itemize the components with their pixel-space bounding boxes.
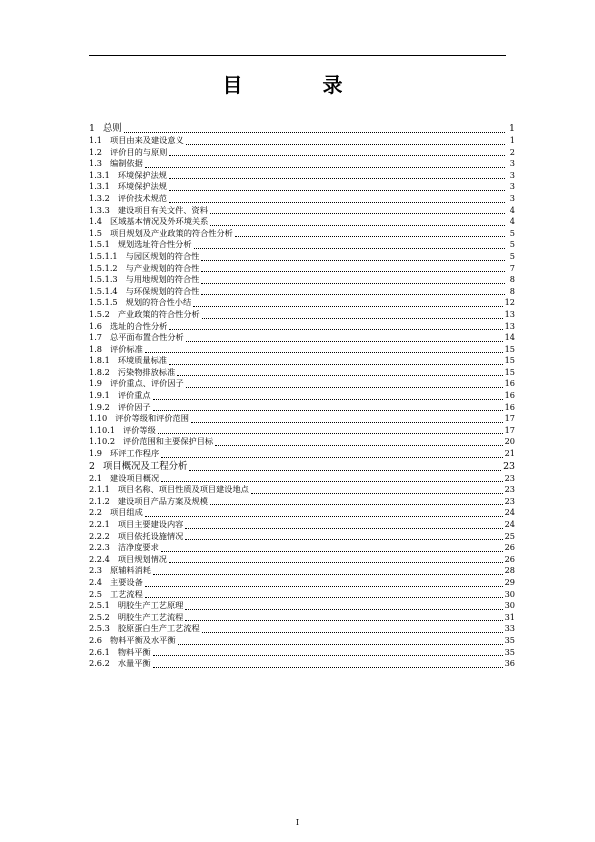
toc-entry-page: 20 [504, 436, 515, 447]
toc-entry-title: 建设项目产品方案及规模 [117, 495, 208, 506]
toc-entry-title: 环境保护法规 [117, 181, 167, 192]
toc-entry-page: 30 [504, 588, 515, 599]
toc-entry[interactable] [89, 158, 515, 170]
toc-dot-leader [201, 283, 505, 284]
toc-entry[interactable] [89, 147, 515, 159]
toc-entry-title: 产业政策的符合性分析 [117, 308, 200, 319]
toc-entry-page: 23 [503, 460, 515, 472]
toc-dot-leader [210, 504, 503, 505]
toc-entry[interactable] [89, 263, 515, 275]
toc-entry-number: 1.8.2 [89, 366, 110, 377]
toc-entry-number: 1.1 [89, 135, 103, 145]
toc-entry-number: 1.5.1.4 [89, 285, 118, 296]
toc-entry-number: 2.5.1 [89, 600, 110, 611]
toc-entry-title: 污染物排放标准 [117, 366, 176, 377]
toc-entry[interactable] [89, 321, 515, 333]
toc-entry-number: 1.6 [89, 320, 103, 331]
toc-entry[interactable] [89, 367, 515, 379]
toc-dot-leader [169, 562, 503, 563]
toc-entry-title: 与园区规划的符合性 [125, 250, 200, 261]
toc-entry-number: 1.10 [89, 413, 108, 424]
toc-entry-title: 项目名称、项目性质及项目建设地点 [117, 484, 249, 495]
toc-entry[interactable] [89, 425, 515, 437]
toc-entry[interactable] [89, 181, 515, 193]
toc-entry[interactable] [89, 554, 515, 566]
header-rule [89, 55, 506, 56]
toc-entry-page: 5 [509, 239, 515, 250]
toc-dot-leader [169, 364, 503, 365]
toc-entry-number: 2.1.1 [89, 484, 110, 495]
toc-dot-leader [169, 329, 502, 330]
toc-entry-number: 1.8.1 [89, 355, 110, 366]
toc-entry-title: 规划选址符合性分析 [117, 239, 192, 250]
toc-entry-page: 25 [504, 530, 515, 541]
toc-entry[interactable] [89, 484, 515, 496]
toc-entry[interactable] [89, 193, 515, 205]
toc-entry-page: 15 [504, 343, 515, 354]
toc-dot-leader [161, 551, 503, 552]
toc-entry-title: 项目主要建设内容 [117, 519, 184, 529]
toc-entry-page: 7 [509, 262, 515, 273]
toc-entry-page: 35 [504, 646, 515, 657]
toc-entry-number: 2.5.3 [89, 623, 110, 634]
toc-entry-title: 与用地规划的符合性 [125, 274, 200, 285]
toc-entry-page: 16 [504, 378, 515, 389]
toc-entry-number: 1.5.1.1 [89, 250, 118, 261]
toc-entry[interactable] [89, 216, 515, 228]
toc-entry-title: 洁净度要求 [117, 542, 159, 553]
toc-entry-page: 26 [504, 542, 515, 553]
toc-dot-leader [235, 236, 505, 237]
toc-entry-page: 5 [509, 227, 515, 238]
toc-entry-title: 环境质量标准 [117, 355, 167, 366]
toc-entry-page: 16 [504, 401, 515, 412]
toc-dot-leader [201, 260, 505, 261]
toc-dot-leader [201, 294, 505, 295]
toc-entry-title: 项目依托设施情况 [117, 530, 184, 541]
toc-entry-page: 2 [509, 146, 515, 157]
toc-entry-number: 2.6 [89, 634, 103, 645]
toc-entry[interactable] [89, 565, 515, 577]
toc-entry-title: 物料平衡 [117, 646, 151, 657]
toc-dot-leader [210, 213, 505, 214]
toc-entry-title: 明胶生产工艺原理 [117, 600, 184, 611]
toc-entry-number: 2.5 [89, 588, 103, 599]
toc-entry-number: 2 [89, 460, 95, 472]
toc-entry[interactable] [89, 332, 515, 344]
toc-entry-title: 环境保护法规 [117, 169, 167, 180]
toc-entry[interactable] [89, 577, 515, 589]
toc-dot-leader [186, 341, 503, 342]
toc-entry-page: 31 [504, 611, 515, 622]
toc-entry-title: 规划的符合性小结 [125, 297, 192, 308]
toc-entry[interactable] [89, 542, 515, 554]
toc-entry-page: 21 [504, 448, 515, 459]
toc-entry[interactable] [89, 413, 515, 425]
toc-dot-leader [161, 457, 502, 458]
toc-dot-leader [153, 667, 503, 668]
toc-entry-number: 1.3 [89, 158, 103, 169]
toc-entry-page: 36 [504, 658, 515, 669]
toc-entry-page: 23 [504, 495, 515, 506]
toc-entry[interactable] [89, 507, 515, 519]
toc-entry[interactable] [89, 612, 515, 624]
toc-entry-number: 1.5.1.3 [89, 274, 118, 285]
toc-dot-leader [185, 609, 502, 610]
toc-entry-page: 24 [504, 519, 515, 529]
toc-dot-leader [145, 352, 503, 353]
toc-entry-number: 1.10.2 [89, 436, 116, 447]
toc-dot-leader [145, 167, 505, 168]
toc-entry-page: 1 [509, 123, 515, 134]
toc-dot-leader [191, 422, 503, 423]
toc-entry[interactable] [89, 228, 515, 240]
toc-entry-page: 28 [504, 565, 515, 576]
toc-dot-leader [153, 655, 503, 656]
toc-entry-page: 4 [509, 204, 515, 215]
toc-entry-page: 4 [509, 216, 515, 227]
toc-dot-leader [202, 632, 503, 633]
toc-entry-title: 主要设备 [110, 576, 143, 587]
toc-entry-page: 5 [509, 250, 515, 261]
toc-entry[interactable] [89, 344, 515, 356]
toc-entry[interactable] [89, 378, 515, 390]
toc-entry-number: 1.7 [89, 332, 103, 343]
toc-entry-page: 17 [504, 424, 515, 435]
toc-entry[interactable] [89, 436, 515, 448]
toc-entry[interactable] [89, 600, 515, 612]
toc-entry[interactable] [89, 286, 515, 298]
toc-entry-number: 2.2.2 [89, 530, 110, 541]
toc-entry[interactable] [89, 635, 515, 647]
toc-entry-number: 1.10.1 [89, 424, 116, 435]
table-of-contents [89, 122, 515, 670]
toc-dot-leader [186, 144, 505, 145]
toc-dot-leader [186, 387, 503, 388]
toc-entry-number: 1.5.1.2 [89, 262, 118, 273]
toc-entry-page: 13 [504, 320, 515, 331]
toc-entry-number: 1.9 [89, 448, 103, 459]
toc-dot-leader [145, 516, 503, 517]
toc-entry-page: 16 [504, 390, 515, 401]
toc-entry-page: 13 [504, 308, 515, 319]
toc-entry-title: 明胶生产工艺流程 [117, 611, 184, 622]
toc-entry-title: 总平面布置合性分析 [110, 332, 184, 343]
toc-dot-leader [185, 539, 502, 540]
toc-entry-page: 3 [509, 181, 515, 192]
toc-entry-number: 1.3.2 [89, 192, 110, 203]
toc-dot-leader [145, 597, 503, 598]
toc-entry-page: 8 [509, 274, 515, 285]
toc-entry-title: 与产业规划的符合性 [125, 262, 200, 273]
toc-entry-title: 评价目的与原则 [110, 146, 168, 157]
toc-entry[interactable] [89, 519, 515, 531]
toc-dot-leader [145, 586, 503, 587]
toc-entry-page: 29 [504, 576, 515, 587]
toc-dot-leader [251, 493, 503, 494]
toc-entry-title: 评价技术规范 [117, 192, 167, 203]
toc-entry-title: 物料平衡及水平衡 [110, 634, 176, 645]
toc-entry-title: 建设项目有关文件、资料 [117, 204, 208, 215]
toc-dot-leader [189, 470, 501, 471]
toc-entry-number: 1.9.1 [89, 390, 110, 401]
toc-entry-title: 总则 [102, 123, 122, 134]
toc-dot-leader [210, 225, 505, 226]
toc-dot-leader [169, 178, 505, 179]
toc-entry-number: 1.3.1 [89, 169, 110, 180]
toc-entry-page: 30 [504, 600, 515, 611]
toc-entry-page: 17 [504, 413, 515, 424]
toc-entry-number: 2.5.2 [89, 611, 110, 622]
toc-entry-number: 1.5.1 [89, 239, 110, 250]
toc-dot-leader [169, 190, 505, 191]
toc-entry-page: 26 [504, 553, 515, 564]
toc-entry-title: 选址的合性分析 [110, 320, 168, 331]
toc-entry-number: 1.9 [89, 378, 103, 389]
toc-entry-title: 评价重点、评价因子 [110, 378, 184, 389]
toc-entry[interactable] [89, 531, 515, 543]
toc-entry-title: 编制依据 [110, 158, 143, 169]
toc-entry-number: 2.6.1 [89, 646, 110, 657]
toc-dot-leader [161, 481, 502, 482]
toc-entry[interactable] [89, 297, 515, 309]
toc-dot-leader [124, 132, 505, 133]
toc-entry[interactable] [89, 658, 515, 670]
toc-entry-number: 1.4 [89, 216, 103, 227]
toc-dot-leader [185, 528, 502, 529]
toc-dot-leader [153, 574, 503, 575]
toc-entry-number: 2.2.1 [89, 519, 110, 529]
toc-dot-leader [153, 410, 503, 411]
toc-entry-number: 2.4 [89, 576, 103, 587]
toc-dot-leader [193, 306, 502, 307]
toc-dot-leader [202, 318, 503, 319]
toc-entry[interactable] [89, 589, 515, 601]
toc-entry-number: 2.3 [89, 565, 103, 576]
toc-dot-leader [215, 445, 502, 446]
toc-entry-title: 项目规划及产业政策的符合性分析 [110, 227, 233, 238]
toc-entry-number: 1.8 [89, 343, 103, 354]
toc-entry-page: 15 [504, 366, 515, 377]
toc-entry-page: 23 [504, 484, 515, 495]
page-title: 目 录 [222, 73, 373, 97]
toc-entry-number: 1.2 [89, 146, 103, 157]
toc-entry[interactable] [89, 309, 515, 321]
toc-entry[interactable] [89, 460, 515, 473]
toc-entry[interactable] [89, 473, 515, 485]
toc-entry-number: 1.3.1 [89, 181, 110, 192]
toc-entry[interactable] [89, 647, 515, 659]
toc-entry-page: 3 [509, 192, 515, 203]
toc-entry-number: 1.9.2 [89, 401, 110, 412]
toc-entry-title: 建设项目概况 [110, 472, 160, 483]
toc-dot-leader [178, 644, 503, 645]
toc-entry[interactable] [89, 448, 515, 460]
toc-entry-title: 项目由来及建设意义 [110, 135, 184, 145]
toc-entry-page: 15 [504, 355, 515, 366]
toc-entry-number: 2.2 [89, 507, 103, 518]
toc-entry[interactable] [89, 135, 515, 147]
toc-entry-title: 工艺流程 [110, 588, 143, 599]
toc-entry-page: 3 [509, 169, 515, 180]
toc-entry-number: 1.3.3 [89, 204, 110, 215]
toc-entry-page: 8 [509, 285, 515, 296]
toc-entry-page: 1 [509, 135, 515, 145]
toc-entry[interactable] [89, 390, 515, 402]
toc-entry-page: 24 [504, 507, 515, 518]
toc-entry-number: 1 [89, 123, 95, 134]
toc-entry-number: 1.5 [89, 227, 103, 238]
toc-entry-title: 胶原蛋白生产工艺流程 [117, 623, 200, 634]
toc-dot-leader [158, 433, 503, 434]
toc-entry-title: 环评工作程序 [110, 448, 160, 459]
toc-dot-leader [169, 202, 505, 203]
toc-entry[interactable] [89, 355, 515, 367]
toc-entry-number: 1.5.1.5 [89, 297, 118, 308]
toc-entry[interactable] [89, 170, 515, 182]
toc-entry-title: 评价因子 [117, 401, 151, 412]
toc-entry[interactable] [89, 496, 515, 508]
toc-entry-number: 1.5.2 [89, 308, 110, 319]
toc-entry[interactable] [89, 623, 515, 635]
toc-entry[interactable] [89, 239, 515, 251]
toc-dot-leader [169, 155, 505, 156]
toc-dot-leader [194, 248, 505, 249]
toc-entry-title: 评价标准 [110, 343, 143, 354]
toc-dot-leader [185, 620, 502, 621]
toc-entry-page: 12 [504, 297, 515, 308]
toc-dot-leader [177, 375, 502, 376]
toc-entry-title: 原辅料消耗 [110, 565, 151, 576]
toc-entry[interactable] [89, 402, 515, 414]
toc-entry-page: 14 [504, 332, 515, 343]
toc-entry-title: 与环保规划的符合性 [125, 285, 200, 296]
toc-entry[interactable] [89, 205, 515, 217]
toc-entry[interactable] [89, 274, 515, 286]
toc-entry-title: 评价等级和评价范围 [115, 413, 189, 424]
toc-entry-page: 23 [504, 472, 515, 483]
toc-entry-page: 33 [504, 623, 515, 634]
toc-entry-number: 2.6.2 [89, 658, 110, 669]
toc-entry-page: 35 [504, 634, 515, 645]
toc-entry[interactable] [89, 122, 515, 135]
toc-entry-title: 水量平衡 [117, 658, 151, 669]
toc-entry-number: 2.2.3 [89, 542, 110, 553]
toc-entry-title: 评价范围和主要保护目标 [123, 436, 214, 447]
toc-entry[interactable] [89, 251, 515, 263]
toc-entry-number: 2.1.2 [89, 495, 110, 506]
toc-dot-leader [201, 271, 505, 272]
toc-entry-title: 项目概况及工程分析 [102, 460, 188, 472]
toc-entry-title: 评价等级 [123, 424, 156, 435]
toc-entry-title: 项目组成 [110, 507, 143, 518]
toc-dot-leader [153, 399, 503, 400]
toc-entry-number: 2.2.4 [89, 553, 110, 564]
toc-entry-title: 项目规划情况 [117, 553, 167, 564]
page-number: I [295, 818, 300, 827]
toc-entry-title: 评价重点 [117, 390, 151, 401]
toc-entry-number: 2.1 [89, 472, 103, 483]
toc-entry-page: 3 [509, 158, 515, 169]
toc-entry-title: 区域基本情况及外环境关系 [110, 216, 209, 227]
